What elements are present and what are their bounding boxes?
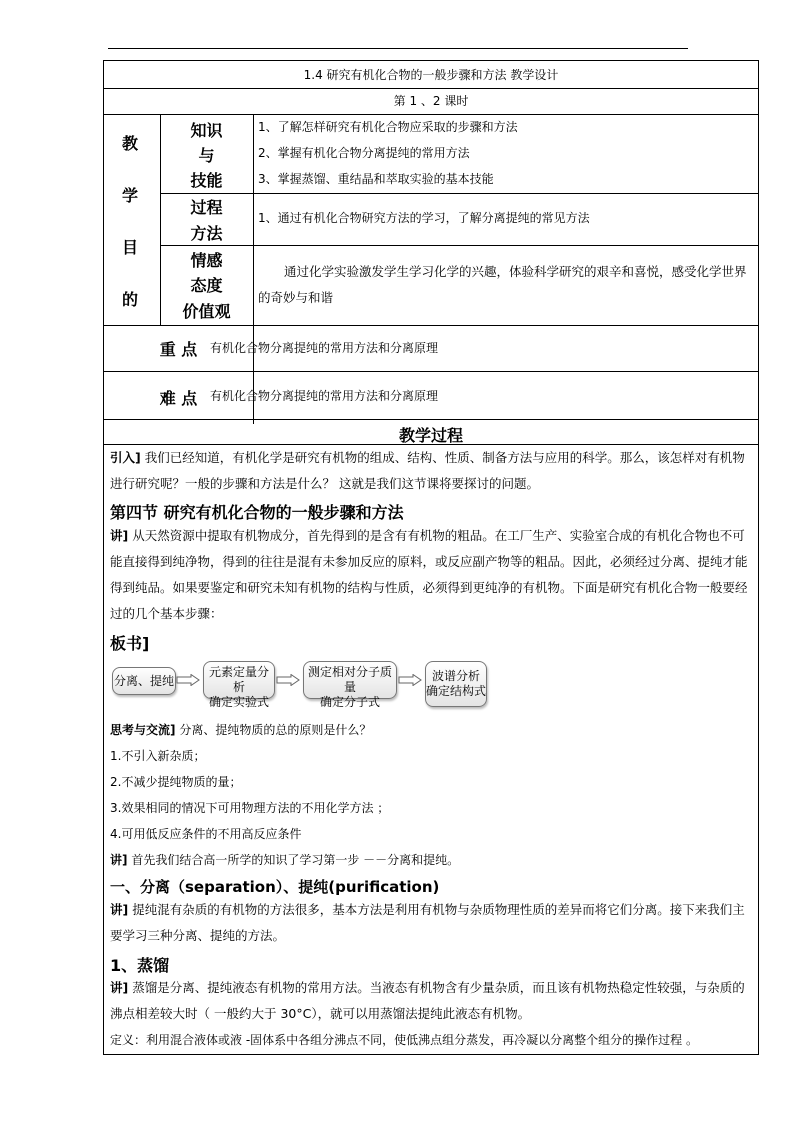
divider <box>104 325 758 326</box>
lecture-text: 从天然资源中提取有机物成分，首先得到的是含有有机物的粗品。在工厂生产、实验室合成的有机化合物也不可能直接得到纯净物，得到的往往是混有未参加反应的原料，或反应副产物等的粗品。因此，必须经过分离、提纯才能得到纯品。如果要鉴定和研究未知有机物的结构与性质，必须得到更纯净的有机物。下面是研究有机化合物一般要经过的几个基本步骤： <box>110 528 748 621</box>
emotion-label: 情感 <box>190 251 223 270</box>
process-text: 1、通过有机化合物研究方法的学习，了解分离提纯的常见方法 <box>258 211 590 225</box>
flow-step-spectrum <box>425 661 487 707</box>
right-arrow-icon <box>176 674 200 686</box>
emotion-label: 态度 <box>190 276 223 295</box>
flow-step-molecular-mass <box>303 661 397 709</box>
divider <box>160 193 758 194</box>
side-label-char: 目 <box>122 238 139 257</box>
lecture-tag: 讲] <box>110 853 128 867</box>
period-label: 第 1 、2 课时 <box>393 94 469 108</box>
divider <box>253 114 254 424</box>
side-label-char: 的 <box>122 290 139 309</box>
lecture-line <box>110 853 459 867</box>
board-label: 板书] <box>110 634 150 653</box>
flow-step-text: 确定分子式 <box>319 695 380 709</box>
definition-text: 定义：利用混合液体或液 -固体系中各组分沸点不同，使低沸点组分蒸发，再冷凝以分离整个组分的操作过程 。 <box>110 1033 698 1047</box>
lecture-text: 提纯混有杂质的有机物的方法很多，基本方法是利用有机物与杂质物理性质的差异而将它们分离。接下来我们主要学习三种分离、提纯的方法。 <box>110 902 745 943</box>
lecture-text: 首先我们结合高一所学的知识了学习第一步 －－分离和提纯。 <box>127 853 460 867</box>
divider <box>160 245 758 246</box>
process-label: 过程 <box>190 198 223 217</box>
divider <box>104 419 758 420</box>
section-title: 第四节 研究有机化合物的一般步骤和方法 <box>110 503 404 522</box>
key-point-label: 重 点 <box>159 340 198 359</box>
flow-step-text: 分离、提纯 <box>113 674 174 688</box>
intro-tag: 引入] <box>110 450 141 465</box>
lecture-paragraph <box>110 897 754 949</box>
flow-step-text: 波谱分析 <box>431 669 480 683</box>
key-point-text: 有机化合物分离提纯的常用方法和分离原理 <box>210 341 439 355</box>
side-label-char: 教 <box>122 134 139 153</box>
lecture-tag: 讲] <box>110 528 129 543</box>
intro-text: 我们已经知道，有机化学是研究有机物的组成、结构、性质、制备方法与应用的科学。那么，该怎样对有机物进行研究呢？一般的步骤和方法是什么？ 这就是我们这节课将要探讨的问题。 <box>110 450 745 491</box>
discussion-text: 分离、提纯物质的总的原则是什么？ <box>175 723 372 737</box>
lecture-paragraph <box>110 975 754 1027</box>
process-label: 方法 <box>190 224 223 243</box>
divider <box>104 371 758 372</box>
principle-item: 3.效果相同的情况下可用物理方法的不用化学方法 ； <box>110 801 390 815</box>
discussion-line <box>110 723 371 737</box>
emotion-text: 通过化学实验激发学生学习化学的兴趣，体验科学研究的艰辛和喜悦，感受化学世界的奇妙与和谐 <box>258 264 747 305</box>
side-label-char: 学 <box>122 186 139 205</box>
difficult-point-label: 难 点 <box>159 389 198 408</box>
lecture-paragraph <box>110 523 754 627</box>
flow-step-text: 元素定量分析 <box>208 665 269 694</box>
knowledge-label: 知识 <box>190 121 223 140</box>
knowledge-item: 1、了解怎样研究有机化合物应采取的步骤和方法 <box>258 120 518 134</box>
intro-paragraph <box>110 445 754 497</box>
document-title: 1.4 研究有机化合物的一般步骤和方法 教学设计 <box>303 68 559 82</box>
knowledge-item: 3、掌握蒸馏、重结晶和萃取实验的基本技能 <box>258 172 494 186</box>
difficult-point-text: 有机化合物分离提纯的常用方法和分离原理 <box>210 389 439 403</box>
discussion-tag: 思考与交流] <box>110 723 176 737</box>
right-arrow-icon <box>398 674 422 686</box>
knowledge-label: 与 <box>198 146 215 165</box>
lecture-text: 蒸馏是分离、提纯液态有机物的常用方法。当液态有机物含有少量杂质，而且该有机物热稳定性较强，与杂质的沸点相差较大时（ 一般约大于 30°C），就可以用蒸馏法提纯此液态有机物。 <box>110 980 745 1021</box>
principle-item: 2.不减少提纯物质的量； <box>110 775 242 789</box>
flow-step-text: 测定相对分子质量 <box>307 665 392 694</box>
flow-step-separation <box>112 667 176 695</box>
principle-item: 1.不引入新杂质； <box>110 749 206 763</box>
header-rule <box>108 48 688 49</box>
flow-step-elemental-analysis <box>203 661 275 709</box>
divider <box>104 88 758 89</box>
divider <box>104 114 758 115</box>
subtitle-distillation: 1、蒸馏 <box>110 956 170 975</box>
knowledge-item: 2、掌握有机化合物分离提纯的常用方法 <box>258 146 470 160</box>
lesson-plan-table <box>103 60 759 1055</box>
right-arrow-icon <box>276 674 300 686</box>
lecture-tag: 讲] <box>110 980 129 995</box>
emotion-label: 价值观 <box>182 302 231 321</box>
knowledge-label: 技能 <box>190 171 223 190</box>
process-title: 教学过程 <box>398 426 463 445</box>
lecture-tag: 讲] <box>110 902 129 917</box>
subtitle-separation: 一、分离（separation）、提纯(purification) <box>110 878 440 896</box>
flow-step-text: 确定结构式 <box>426 684 487 698</box>
flow-step-text: 确定实验式 <box>208 695 269 709</box>
principle-item: 4.可用低反应条件的不用高反应条件 <box>110 827 302 841</box>
